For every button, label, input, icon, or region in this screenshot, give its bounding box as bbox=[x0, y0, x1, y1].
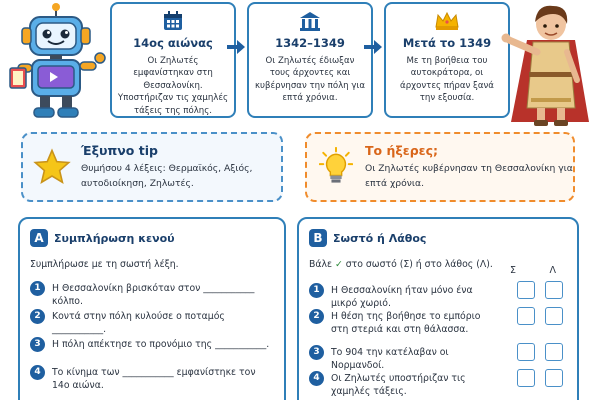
true-checkbox[interactable] bbox=[517, 281, 535, 299]
instructions-end: στο σωστό (Σ) ή στο λάθος (Λ). bbox=[345, 259, 493, 270]
fill-in-item[interactable] bbox=[30, 310, 274, 338]
timeline-card-2 bbox=[247, 2, 373, 118]
true-false-item bbox=[309, 372, 567, 398]
item-number: 2 bbox=[30, 309, 45, 324]
timeline-text: Οι Ζηλωτές εμφανίστηκαν στη Θεσσαλονίκη. Υποστήριζαν τις χαμηλές τάξεις της πόλης. bbox=[117, 56, 229, 116]
arrow-right-icon bbox=[227, 40, 245, 54]
robot-mascot-illustration bbox=[8, 2, 108, 120]
item-number: 3 bbox=[309, 345, 324, 360]
timeline-card-1 bbox=[110, 2, 236, 118]
did-you-know-title: Το ήξερες; bbox=[365, 143, 439, 159]
lightbulb-icon bbox=[307, 147, 365, 187]
timeline-title: Μετά το 1349 bbox=[402, 36, 492, 50]
item-number: 4 bbox=[309, 371, 324, 386]
item-text: Η πόλη απέκτησε το προνόμιο της ___________. bbox=[52, 339, 270, 350]
item-number: 1 bbox=[309, 283, 324, 298]
timeline-title: 14ος αιώνας bbox=[133, 36, 213, 50]
exercise-fill-in-panel bbox=[18, 217, 286, 400]
section-badge: B bbox=[309, 229, 327, 247]
instructions-start: Βάλε bbox=[309, 259, 333, 270]
false-checkbox[interactable] bbox=[545, 343, 563, 361]
exercise-a-instructions: Συμπλήρωσε με τη σωστή λέξη. bbox=[30, 259, 179, 270]
fill-in-item[interactable] bbox=[30, 282, 274, 310]
item-text: Οι Ζηλωτές υποστήριζαν τις χαμηλές τάξεις. bbox=[331, 373, 466, 398]
did-you-know-text: Οι Ζηλωτές κυβέρνησαν τη Θεσσαλονίκη για επτά χρόνια. bbox=[365, 163, 573, 189]
item-number: 3 bbox=[30, 337, 45, 352]
false-checkbox[interactable] bbox=[545, 369, 563, 387]
timeline-text: Οι Ζηλωτές έδιωξαν τους άρχοντες και κυβέρνησαν την πόλη για επτά χρόνια. bbox=[254, 56, 366, 104]
item-text: Το 904 την κατέλαβαν οι Νορμανδοί. bbox=[331, 347, 449, 372]
timeline-text: Με τη βοήθεια του αυτοκράτορα, οι άρχοντες πήραν ξανά την εξουσία. bbox=[400, 56, 494, 104]
calendar-icon bbox=[117, 8, 229, 34]
did-you-know-box bbox=[305, 132, 575, 202]
true-false-item bbox=[309, 310, 567, 346]
true-false-column-headers bbox=[503, 265, 563, 276]
column-false-label: Λ bbox=[549, 265, 556, 276]
true-checkbox[interactable] bbox=[517, 343, 535, 361]
timeline-title: 1342–1349 bbox=[275, 36, 345, 50]
star-icon bbox=[23, 148, 81, 186]
timeline-card-3 bbox=[384, 2, 510, 118]
true-checkbox[interactable] bbox=[517, 307, 535, 325]
item-number: 1 bbox=[30, 281, 45, 296]
section-badge: A bbox=[30, 229, 48, 247]
item-number: 4 bbox=[30, 365, 45, 380]
true-checkbox[interactable] bbox=[517, 369, 535, 387]
city-hall-icon bbox=[254, 8, 366, 34]
item-text: Η Θεσσαλονίκη βρισκόταν στον ___________ κόλπο. bbox=[52, 283, 255, 308]
crown-icon bbox=[391, 8, 503, 34]
exercise-b-title: Σωστό ή Λάθος bbox=[333, 231, 427, 245]
exercise-a-title: Συμπλήρωση κενού bbox=[54, 231, 175, 245]
smart-tip-text: Θυμήσου 4 λέξεις: Θερμαϊκός, Αξιός, αυτοδιοίκηση, Ζηλωτές. bbox=[81, 163, 253, 189]
fill-in-item[interactable] bbox=[30, 366, 274, 400]
false-checkbox[interactable] bbox=[545, 307, 563, 325]
column-true-label: Σ bbox=[510, 265, 517, 276]
smart-tip-title: Έξυπνο tip bbox=[81, 143, 158, 159]
item-number: 2 bbox=[309, 309, 324, 324]
arrow-right-icon bbox=[364, 40, 382, 54]
check-mark-icon: ✓ bbox=[335, 259, 343, 270]
item-text: Κοντά στην πόλη κυλούσε ο ποταμός ___________. bbox=[52, 311, 225, 336]
fill-in-item[interactable] bbox=[30, 338, 274, 366]
item-text: Το κίνημα των ___________ εμφανίστηκε τον 14ο αιώνα. bbox=[52, 367, 256, 392]
item-text: Η Θεσσαλονίκη ήταν μόνο ένα μικρό χωριό. bbox=[331, 285, 473, 310]
smart-tip-box bbox=[21, 132, 283, 202]
byzantine-boy-illustration bbox=[497, 0, 600, 130]
item-text: Η θέση της βοήθησε το εμπόριο στη στεριά και στη θάλασσα. bbox=[331, 311, 481, 336]
false-checkbox[interactable] bbox=[545, 281, 563, 299]
exercise-true-false-panel bbox=[297, 217, 579, 400]
